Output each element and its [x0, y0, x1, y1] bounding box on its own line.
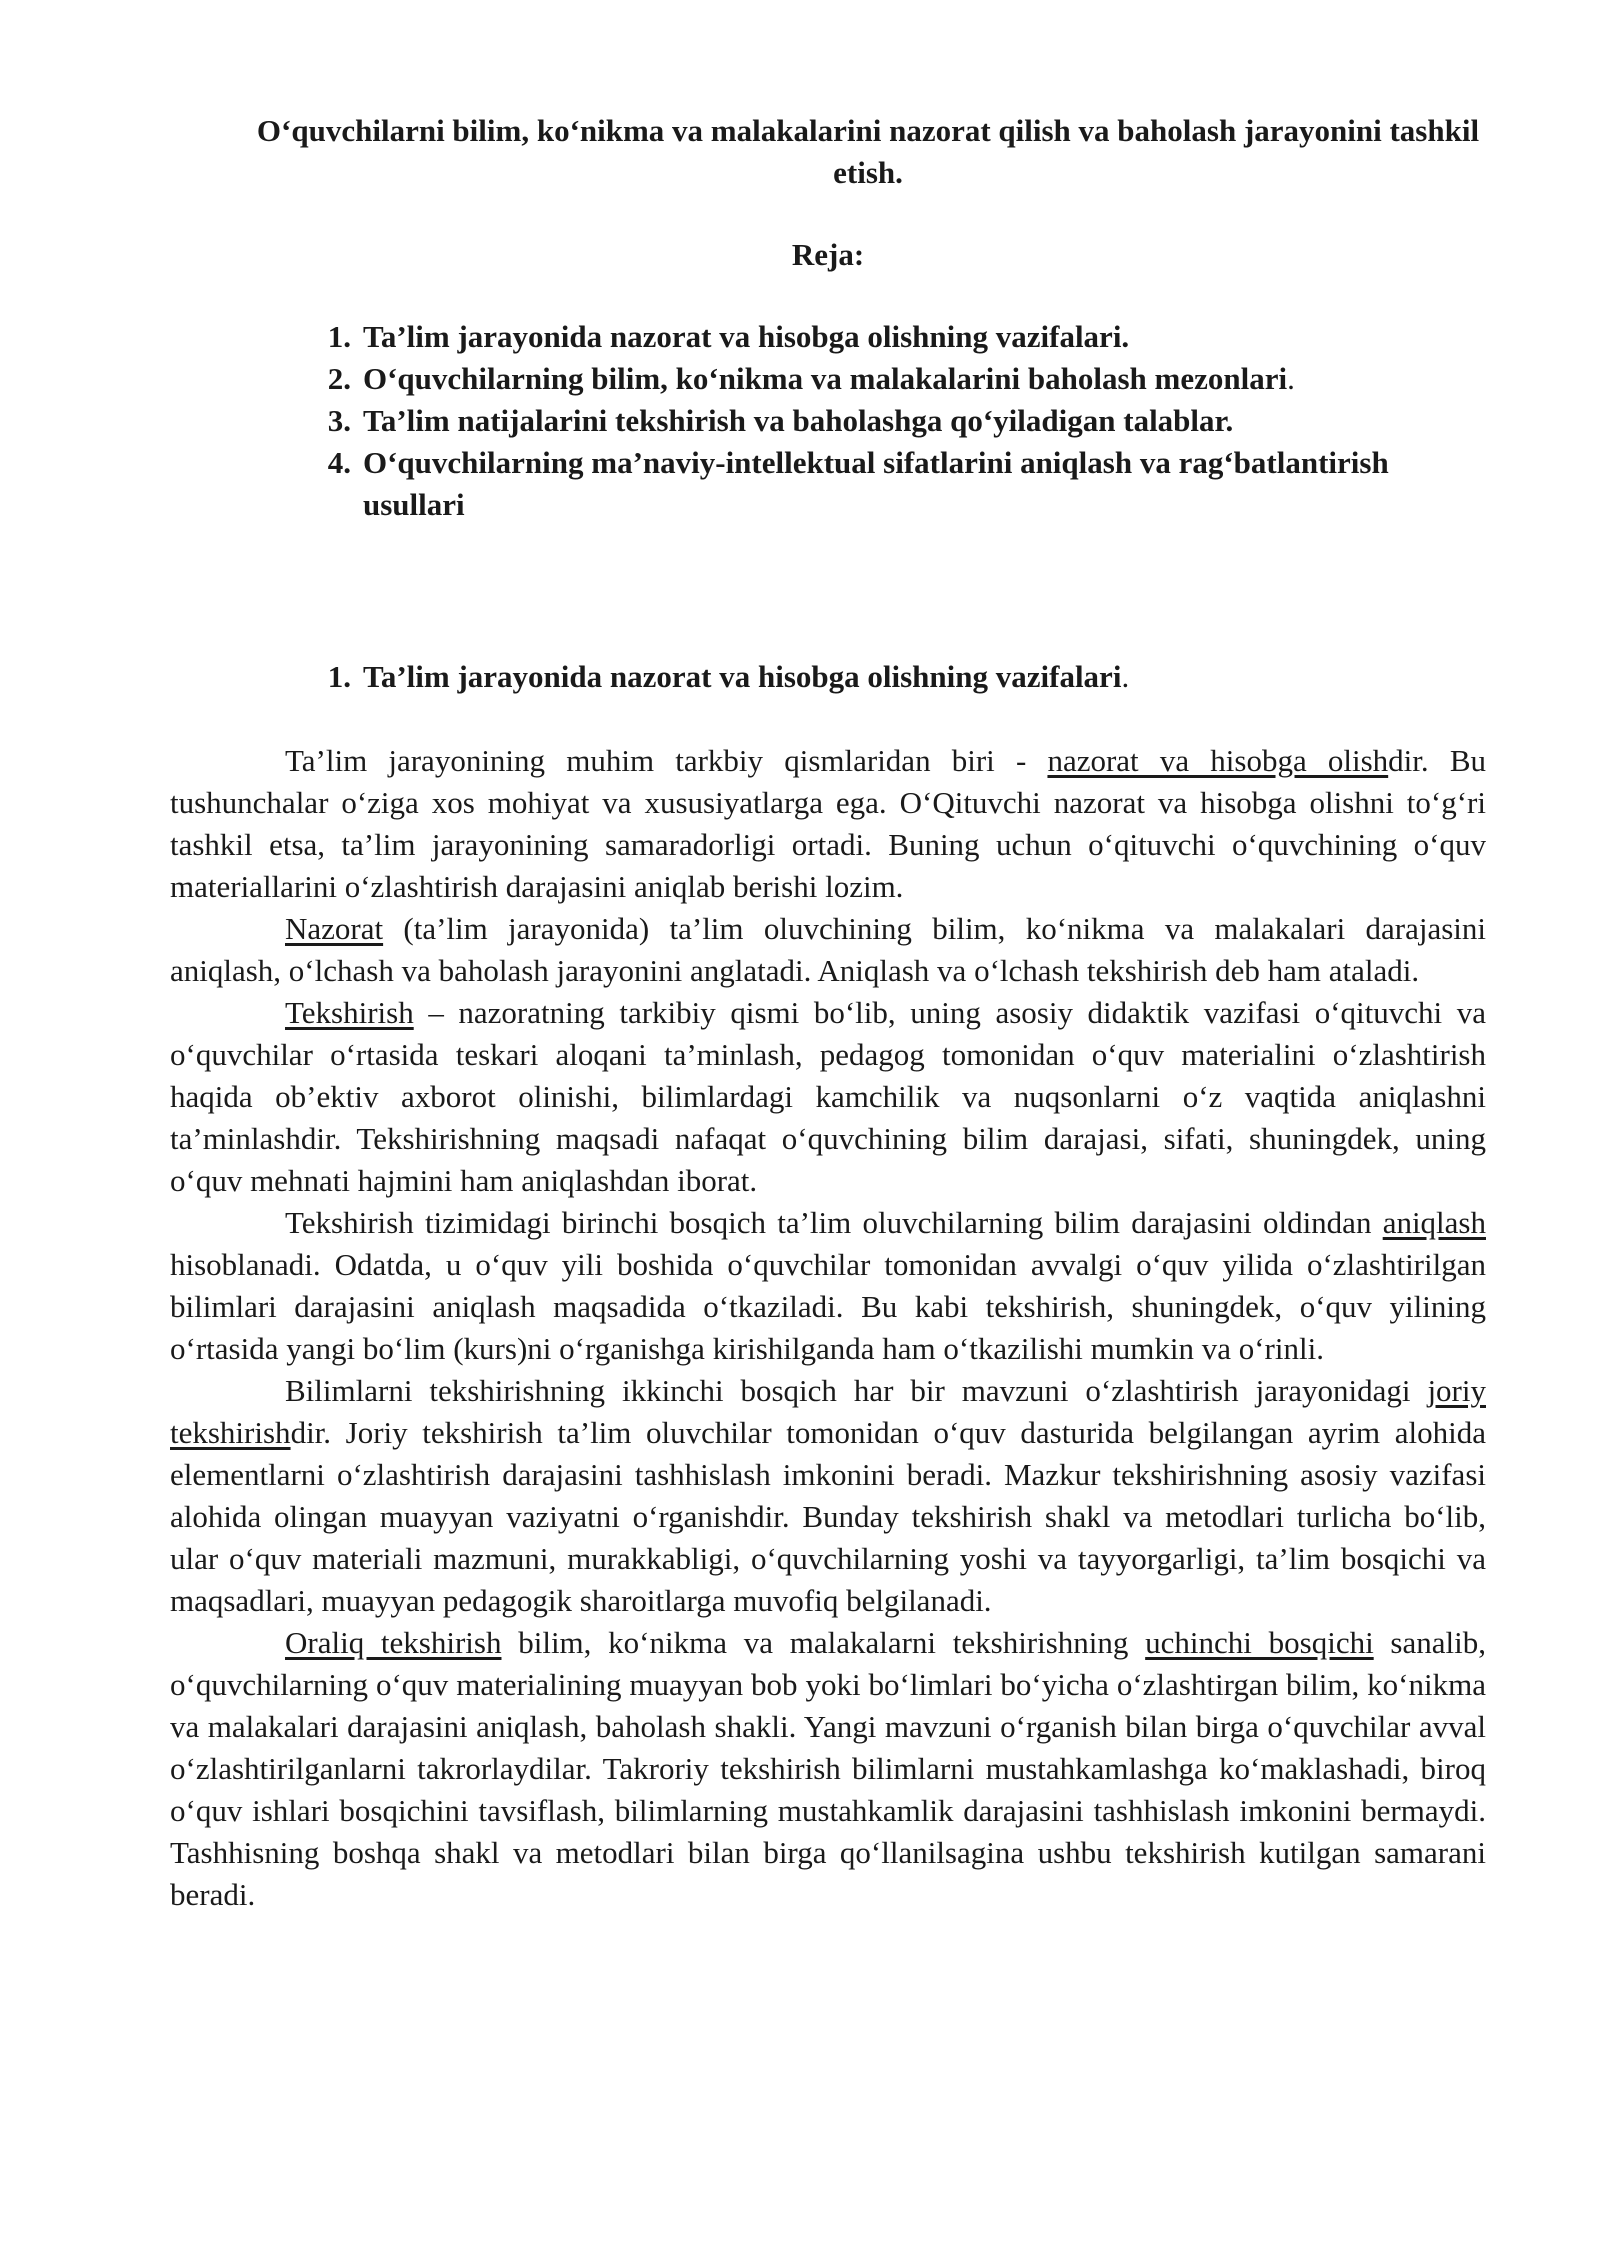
paragraph: [170, 1202, 1486, 1370]
paragraph-text: (ta’lim jarayonida) ta’lim oluvchining bilim, ko‘nikma va malakalari darajasini aniqlash, o‘lchash va baholash jarayonini anglatadi. Aniqlash va o‘lchash tekshirish deb ham ataladi.: [170, 911, 1486, 988]
paragraph-text: Bilimlarni tekshirishning ikkinchi bosqich har bir mavzuni o‘zlashtirish jarayonidagi: [285, 1373, 1428, 1408]
plan-item: [315, 316, 1486, 358]
plan-item-number: 2.: [327, 361, 351, 396]
paragraph-text: Tekshirish tizimidagi birinchi bosqich ta’lim oluvchilarning bilim darajasini oldindan: [285, 1205, 1383, 1240]
section-heading: [315, 656, 1486, 698]
paragraph: [170, 908, 1486, 992]
plan-item: [315, 400, 1486, 442]
underlined-term: aniqlash: [1382, 1205, 1486, 1240]
plan-item-text: O‘quvchilarning ma’naviy-intellektual sifatlarini aniqlash va rag‘batlantirish usullari: [363, 445, 1389, 522]
paragraph-text: dir. Bu tushunchalar o‘ziga xos mohiyat va xususiyatlarga ega. O‘Qituvchi nazorat va hisobga olishni to‘g‘ri tashkil etsa, ta’lim jarayonining samaradorligi ortadi. Buning uchun o‘qituvchi o‘quvchining o‘quv materiallarini o‘zlashtirish darajasini aniqlab berishi lozim.: [170, 743, 1486, 904]
paragraph: [170, 740, 1486, 908]
underlined-term: joriy tekshirish: [170, 1373, 1486, 1450]
plan-item: [315, 442, 1486, 526]
paragraph-text: dir. Joriy tekshirish ta’lim oluvchilar tomonidan o‘quv dasturida belgilangan ayrim alohida elementlarni o‘zlashtirish darajasini tashhislash imkonini beradi. Mazkur tekshirishning asosiy vazifasi alohida olingan muayyan vaziyatni o‘rganishdir. Bunday tekshirish shakl va metodlari turlicha bo‘lib, ular o‘quv materiali mazmuni, murakkabligi, o‘quvchilarning yoshi va tayyorgarligi, ta’lim bosqichi va maqsadlari, muayyan pedagogik sharoitlarga muvofiq belgilanadi.: [170, 1415, 1486, 1618]
plan-item-number: 4.: [327, 445, 351, 480]
section-title-period: .: [1121, 659, 1130, 694]
plan-item: [315, 358, 1486, 400]
document-title: O‘quvchilarni bilim, ko‘nikma va malakalarini nazorat qilish va baholash jarayonini tashkil etish.: [256, 113, 1480, 190]
paragraph-text: bilim, ko‘nikma va malakalarni tekshirishning: [501, 1625, 1146, 1660]
paragraph: [170, 1622, 1486, 1916]
paragraph-text: sanalib, o‘quvchilarning o‘quv materialining muayyan bob yoki bo‘limlari bo‘yicha o‘zlashtirgan bilim, ko‘nikma va malakalari darajasini aniqlash, baholash shakli. Yangi mavzuni o‘rganish bilan birga o‘quvchilar avval o‘zlashtirilganlarni takrorlaydilar. Takroriy tekshirish bilimlarni mustahkamlashga ko‘maklashadi, biroq o‘quv ishlari bosqichini tavsiflash, bilimlarning mustahkamlik darajasini tashhislash imkonini bermaydi. Tashhisning boshqa shakl va metodlari bilan birga qo‘llanilsagina ushbu tekshirish kutilgan samarani beradi.: [170, 1625, 1486, 1912]
paragraph: [170, 1370, 1486, 1622]
body-text: [170, 740, 1486, 1916]
section-title: Ta’lim jarayonida nazorat va hisobga olishning vazifalari: [363, 659, 1122, 694]
paragraph: [170, 992, 1486, 1202]
plan-item-number: 3.: [327, 403, 351, 438]
plan-list: [170, 316, 1486, 526]
underlined-term: Nazorat: [285, 911, 384, 946]
plan-item-period: .: [1287, 361, 1295, 396]
plan-item-number: 1.: [327, 319, 351, 354]
paragraph-text: hisoblanadi. Odatda, u o‘quv yili boshida o‘quvchilar tomonidan avvalgi o‘quv yilida o‘zlashtirilgan bilimlari darajasini aniqlash maqsadida o‘tkaziladi. Bu kabi tekshirish, shuningdek, o‘quv yilining o‘rtasida yangi bo‘lim (kurs)ni o‘rganishga kirishilganda ham o‘tkazilishi mumkin va o‘rinli.: [170, 1247, 1486, 1366]
paragraph-text: – nazoratning tarkibiy qismi bo‘lib, uning asosiy didaktik vazifasi o‘qituvchi va o‘quvchilar o‘rtasida teskari aloqani ta’minlash, pedagog tomonidan o‘quv materialini o‘zlashtirish haqida ob’ektiv axborot olinishi, bilimlardagi kamchilik va nuqsonlarni o‘z vaqtida aniqlashni ta’minlashdir. Tekshirishning maqsadi nafaqat o‘quvchining bilim darajasi, sifati, shuningdek, uning o‘quv mehnati hajmini ham aniqlashdan iborat.: [170, 995, 1486, 1198]
section-number: 1.: [327, 659, 351, 694]
underlined-term: Oraliq tekshirish: [285, 1625, 502, 1660]
plan-item-text: Ta’lim jarayonida nazorat va hisobga olishning vazifalari.: [363, 319, 1130, 354]
plan-item-text: Ta’lim natijalarini tekshirish va baholashga qo‘yiladigan talablar.: [363, 403, 1234, 438]
underlined-term: uchinchi bosqichi: [1145, 1625, 1374, 1660]
paragraph-text: Ta’lim jarayonining muhim tarkbiy qismlaridan biri -: [285, 743, 1048, 778]
plan-item-text: O‘quvchilarning bilim, ko‘nikma va malakalarini baholash mezonlari: [363, 361, 1288, 396]
underlined-term: nazorat va hisobga olish: [1047, 743, 1389, 778]
plan-heading: Reja:: [791, 237, 865, 272]
underlined-term: Tekshirish: [285, 995, 414, 1030]
